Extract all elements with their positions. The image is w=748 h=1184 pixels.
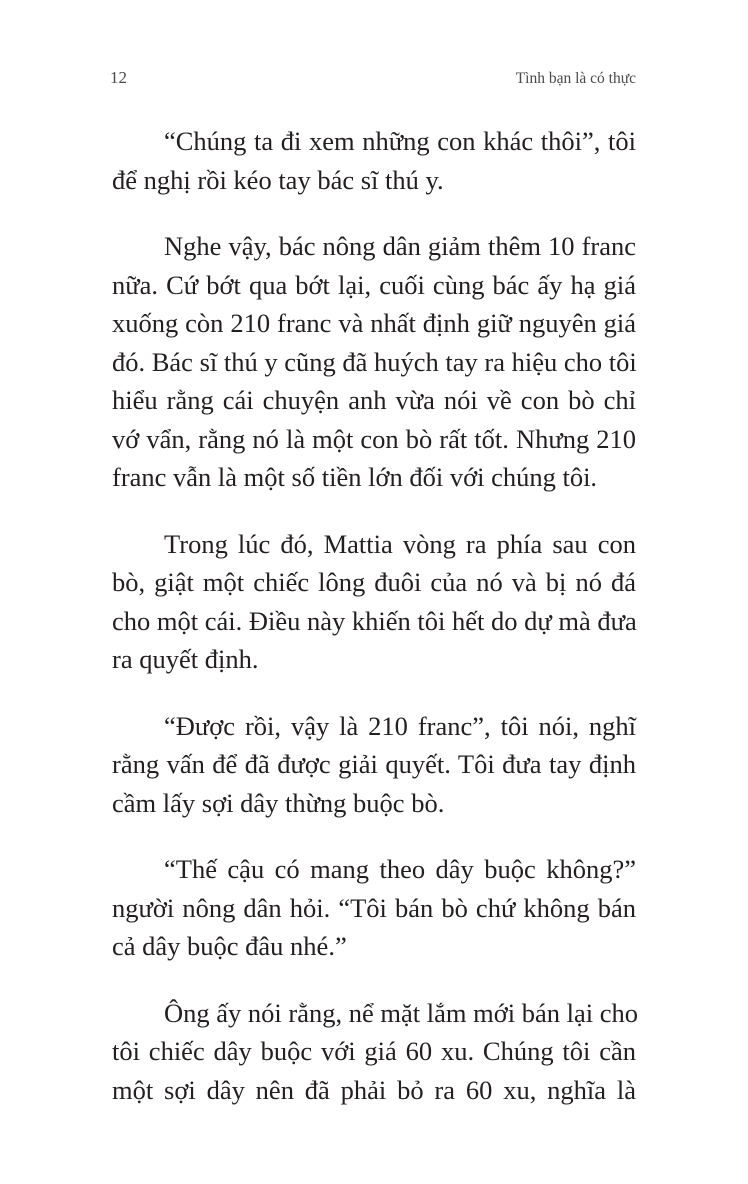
text-line: Nghe vậy, bác nông dân giảm thêm 10 franc <box>164 231 636 261</box>
text-line: bò, giật một chiếc lông đuôi của nó và bị nó đá <box>112 567 636 597</box>
paragraph <box>112 994 636 1110</box>
running-title: Tình bạn là có thực <box>515 70 636 87</box>
text-line: vớ vẩn, rằng nó là một con bò rất tốt. Nhưng 210 <box>112 423 636 454</box>
text-line: hiểu rằng cái chuyện anh vừa nói về con bò chỉ <box>112 385 636 415</box>
text-line: để nghị rồi kéo tay bác sĩ thú y. <box>112 164 444 195</box>
body-text <box>112 122 636 1137</box>
text-line: người nông dân hỏi. “Tôi bán bò chứ không bán <box>112 892 636 923</box>
text-line: Ông ấy nói rằng, nể mặt lắm mới bán lại cho <box>164 997 638 1028</box>
text-line: “Thế cậu có mang theo dây buộc không?” <box>164 854 636 884</box>
paragraph <box>112 525 636 679</box>
text-line: “Được rồi, vậy là 210 franc”, tôi nói, nghĩ <box>164 710 636 741</box>
text-line: xuống còn 210 franc và nhất định giữ nguyên giá <box>112 308 636 338</box>
text-line: franc vẫn là một số tiền lớn đối với chúng tôi. <box>112 462 598 492</box>
text-line: “Chúng ta đi xem những con khác thôi”, tôi <box>164 126 636 156</box>
text-line: cho một cái. Điều này khiến tôi hết do dự mà đưa <box>112 605 637 636</box>
paragraph <box>112 707 636 823</box>
text-line: đó. Bác sĩ thú y cũng đã huých tay ra hiệu cho tôi <box>112 346 637 377</box>
paragraph <box>112 122 636 199</box>
text-line: tôi chiếc dây buộc với giá 60 xu. Chúng tôi cần <box>112 1036 636 1066</box>
text-line: cả dây buộc đâu nhé.” <box>112 931 347 961</box>
text-line: một sợi dây nên đã phải bỏ ra 60 xu, nghĩa là <box>112 1074 636 1105</box>
text-line: ra quyết định. <box>112 644 259 674</box>
text-line: Trong lúc đó, Mattia vòng ra phía sau con <box>164 528 636 559</box>
text-line: nữa. Cứ bớt qua bớt lại, cuối cùng bác ấy hạ giá <box>112 269 636 300</box>
page-number: 12 <box>110 68 127 87</box>
text-line: cầm lấy sợi dây thừng buộc bò. <box>112 787 445 818</box>
text-line: rằng vấn để đã được giải quyết. Tôi đưa tay định <box>112 749 636 779</box>
paragraph <box>112 850 636 966</box>
page-header <box>110 68 636 92</box>
paragraph <box>112 227 636 497</box>
